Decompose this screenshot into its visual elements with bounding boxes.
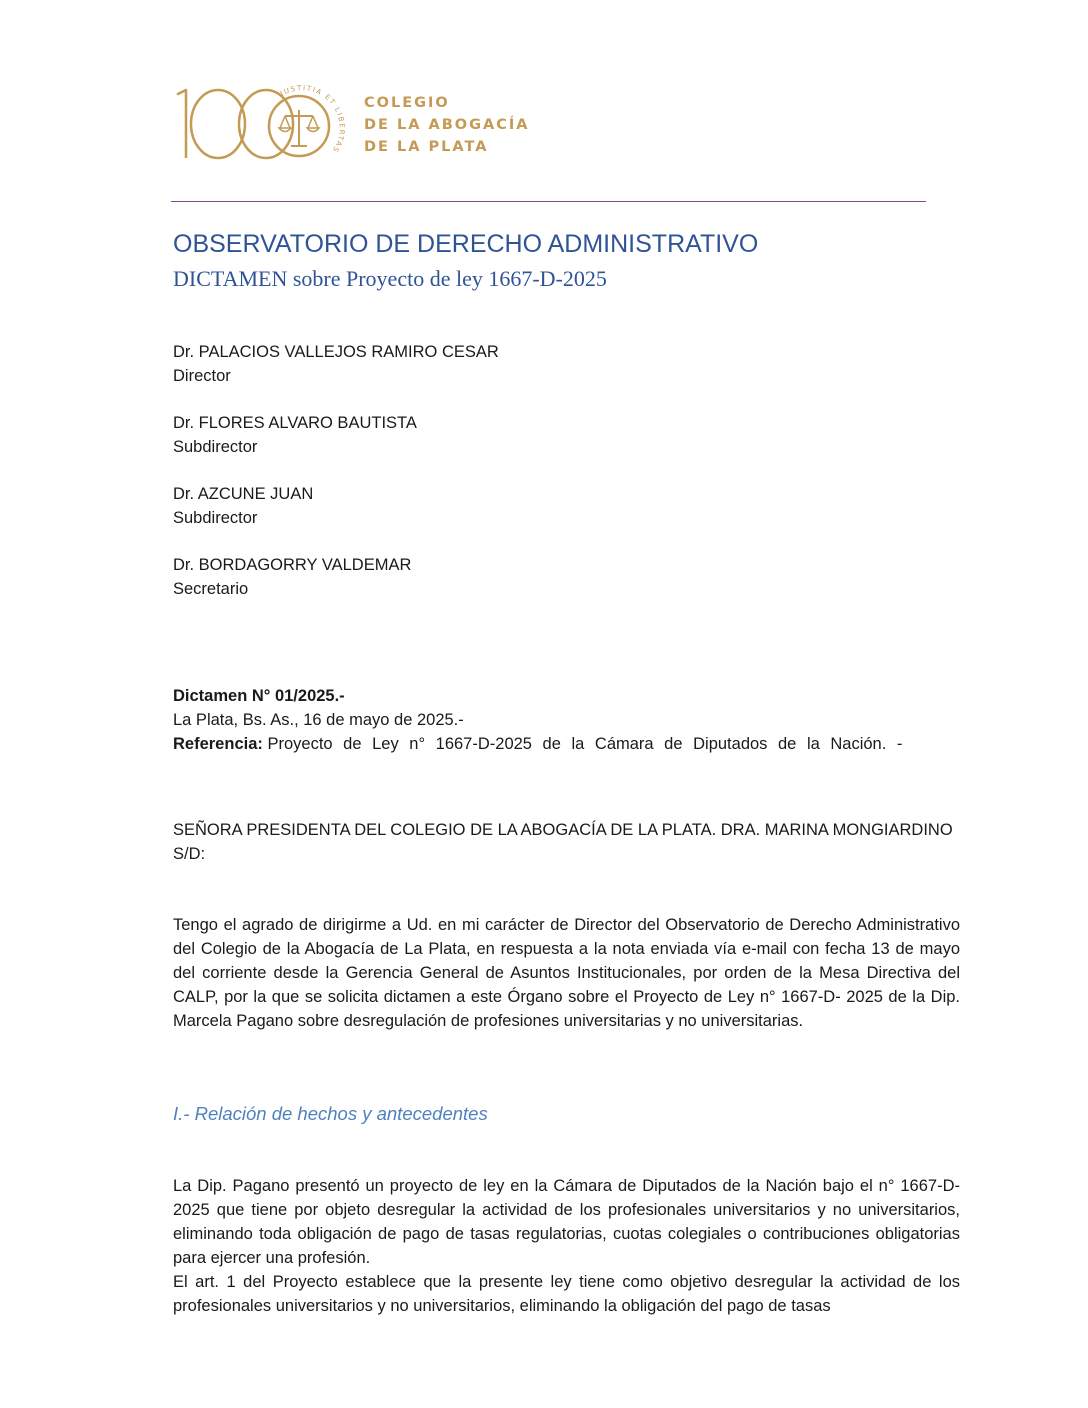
- authority-entry: [173, 411, 499, 459]
- authority-entry: [173, 553, 499, 601]
- centenary-emblem: [174, 80, 359, 172]
- intro-paragraph: Tengo el agrado de dirigirme a Ud. en mi carácter de Director del Observatorio de Derecho Administrativo del Colegio de la Abogacía de La Plata, en respuesta a la nota enviada vía e-mail con fecha 13 de mayo del corriente desde la Gerencia General de Asuntos Institucionales, por orden de la Mesa Directiva del CALP, por la que se solicita dictamen a este Órgano sobre el Proyecto de Ley n° 1667-D- 2025 de la Dip. Marcela Pagano sobre desregulación de profesiones universitarias y no universitarias.: [173, 916, 960, 1030]
- college-logo: [174, 80, 544, 172]
- authority-name: Dr. AZCUNE JUAN: [173, 485, 314, 503]
- facts-paragraphs: [173, 1174, 960, 1318]
- facts-paragraph: El art. 1 del Proyecto establece que la presente ley tiene como objetivo desregular la actividad de los profesionales universitarios y no universitarios, eliminando la obligación del pago de tasas: [173, 1273, 960, 1315]
- document-subtitle: DICTAMEN sobre Proyecto de ley 1667-D-2025: [173, 266, 607, 291]
- facts-paragraph: La Dip. Pagano presentó un proyecto de ley en la Cámara de Diputados de la Nación bajo el n° 1667-D-2025 que tiene por objeto desregular la actividad de los profesionales universitarios y no universitarios, eliminando toda obligación de pago de tasas regulatorias, cuotas colegiales o contribuciones obligatorias para ejercer una profesión.: [173, 1177, 960, 1267]
- header-divider: [171, 201, 926, 202]
- authority-role: Director: [173, 367, 231, 385]
- authority-name: Dr. PALACIOS VALLEJOS RAMIRO CESAR: [173, 343, 499, 361]
- college-name-line-1: COLEGIO: [364, 95, 450, 111]
- reference-label: Referencia:: [173, 735, 263, 753]
- reference-line: [173, 732, 963, 756]
- college-name-line-3: DE LA PLATA: [364, 139, 489, 155]
- addressee-sd: S/D:: [173, 845, 206, 863]
- authority-entry: [173, 340, 499, 388]
- authority-role: Secretario: [173, 580, 249, 598]
- svg-text:JUSTITIA ET LIBERTAS: JUSTITIA ET LIBERTAS: [279, 84, 346, 155]
- college-name-line-2: DE LA ABOGACÍA: [364, 117, 530, 133]
- addressee-line: SEÑORA PRESIDENTA DEL COLEGIO DE LA ABOGACÍA DE LA PLATA. DRA. MARINA MONGIARDINO: [173, 821, 953, 839]
- place-date: La Plata, Bs. As., 16 de mayo de 2025.-: [173, 711, 464, 729]
- addressee-block: [173, 818, 973, 866]
- reference-text: Proyecto de Ley n° 1667-D-2025 de la Cámara de Diputados de la Nación. -: [267, 735, 903, 753]
- authority-name: Dr. BORDAGORRY VALDEMAR: [173, 556, 412, 574]
- authorities-list: [173, 340, 499, 624]
- dictamen-number: Dictamen N° 01/2025.-: [173, 687, 345, 705]
- college-name: [364, 92, 529, 158]
- authority-entry: [173, 482, 499, 530]
- authority-name: Dr. FLORES ALVARO BAUTISTA: [173, 414, 417, 432]
- authority-role: Subdirector: [173, 509, 258, 527]
- dictamen-metadata: [173, 684, 963, 756]
- authority-role: Subdirector: [173, 438, 258, 456]
- document-title: OBSERVATORIO DE DERECHO ADMINISTRATIVO: [173, 230, 759, 258]
- section-heading: I.- Relación de hechos y antecedentes: [173, 1103, 488, 1124]
